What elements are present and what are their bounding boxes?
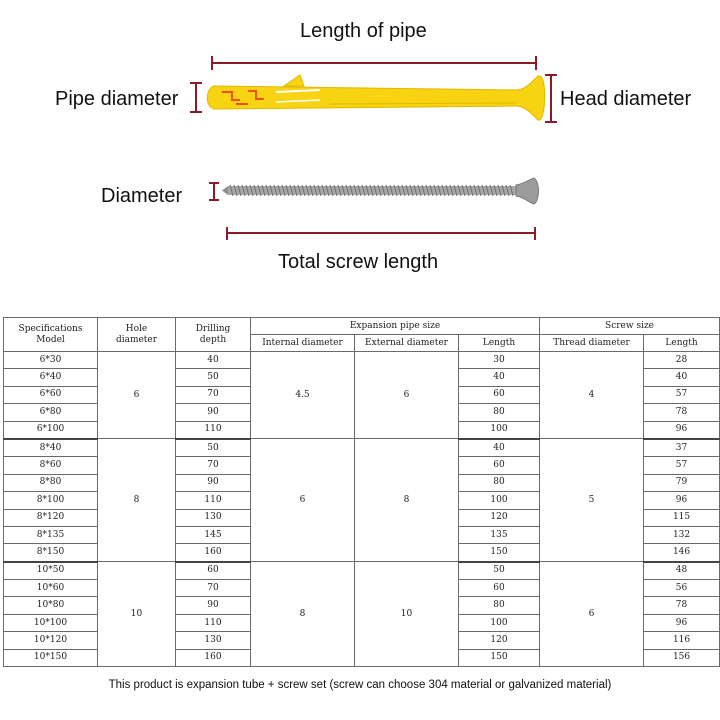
- drilling-depth-cell: 40: [176, 352, 251, 369]
- drilling-depth-cell: 50: [176, 439, 251, 457]
- screw-length-cell: 78: [644, 404, 720, 421]
- pipe-length-cell: 40: [459, 439, 540, 457]
- drilling-depth-cell: 110: [176, 421, 251, 439]
- pipe-length-cell: 135: [459, 526, 540, 543]
- external-diameter-cell: 8: [355, 439, 459, 562]
- footnote: This product is expansion tube + screw set (screw can choose 304 material or galvanized material): [108, 679, 612, 691]
- model-cell: 8*60: [4, 457, 98, 474]
- header-internal-diameter: Internal diameter: [251, 335, 355, 352]
- length-of-pipe-marker: [212, 56, 536, 70]
- hole-diameter-cell: 10: [98, 562, 176, 667]
- drilling-depth-cell: 70: [176, 580, 251, 597]
- screw-length-cell: 156: [644, 649, 720, 666]
- specification-table-body: [4, 352, 720, 667]
- pipe-length-cell: 150: [459, 649, 540, 666]
- screw-length-cell: 48: [644, 562, 720, 580]
- drilling-depth-cell: 60: [176, 562, 251, 580]
- model-cell: 8*80: [4, 474, 98, 491]
- model-cell: 6*40: [4, 369, 98, 386]
- header-spec-model: Specifications Model: [4, 318, 98, 352]
- pipe-length-cell: 150: [459, 544, 540, 562]
- pipe-length-cell: 60: [459, 580, 540, 597]
- drilling-depth-cell: 145: [176, 526, 251, 543]
- screw-length-cell: 146: [644, 544, 720, 562]
- screw-length-cell: 57: [644, 386, 720, 403]
- header-screw-size: Screw size: [540, 318, 720, 335]
- pipe-length-cell: 50: [459, 562, 540, 580]
- drilling-depth-cell: 90: [176, 404, 251, 421]
- total-screw-length-marker: [227, 227, 535, 240]
- table-row: [4, 439, 720, 457]
- model-cell: 10*50: [4, 562, 98, 580]
- screw-length-cell: 79: [644, 474, 720, 491]
- thread-diameter-cell: 5: [540, 439, 644, 562]
- drilling-depth-cell: 70: [176, 457, 251, 474]
- drilling-depth-cell: 110: [176, 614, 251, 631]
- head-diameter-label: Head diameter: [560, 88, 692, 110]
- header-screw-length: Length: [644, 335, 720, 352]
- header-external-diameter: External diameter: [355, 335, 459, 352]
- header-expansion-pipe-size: Expansion pipe size: [251, 318, 540, 335]
- screw-diameter-marker: [209, 183, 219, 200]
- pipe-diameter-label: Pipe diameter: [55, 88, 179, 110]
- pipe-length-cell: 100: [459, 614, 540, 631]
- screw-length-cell: 37: [644, 439, 720, 457]
- thread-diameter-cell: 4: [540, 352, 644, 439]
- screw-length-cell: 115: [644, 509, 720, 526]
- model-cell: 6*60: [4, 386, 98, 403]
- model-cell: 8*135: [4, 526, 98, 543]
- header-thread-diameter: Thread diameter: [540, 335, 644, 352]
- pipe-length-cell: 100: [459, 421, 540, 439]
- pipe-length-cell: 60: [459, 457, 540, 474]
- model-cell: 6*30: [4, 352, 98, 369]
- model-cell: 10*100: [4, 614, 98, 631]
- pipe-length-cell: 100: [459, 492, 540, 509]
- model-cell: 8*100: [4, 492, 98, 509]
- drilling-depth-cell: 90: [176, 597, 251, 614]
- screw-length-cell: 28: [644, 352, 720, 369]
- screw-length-cell: 40: [644, 369, 720, 386]
- screw-length-cell: 56: [644, 580, 720, 597]
- thread-diameter-cell: 6: [540, 562, 644, 667]
- drilling-depth-cell: 130: [176, 632, 251, 649]
- pipe-length-cell: 40: [459, 369, 540, 386]
- pipe-length-cell: 80: [459, 597, 540, 614]
- pipe-length-cell: 80: [459, 404, 540, 421]
- table-row: [4, 562, 720, 580]
- drilling-depth-cell: 50: [176, 369, 251, 386]
- model-cell: 6*80: [4, 404, 98, 421]
- screw-diameter-label: Diameter: [101, 185, 183, 207]
- drilling-depth-cell: 160: [176, 544, 251, 562]
- internal-diameter-cell: 6: [251, 439, 355, 562]
- internal-diameter-cell: 4.5: [251, 352, 355, 439]
- model-cell: 10*60: [4, 580, 98, 597]
- screw-length-cell: 96: [644, 614, 720, 631]
- drilling-depth-cell: 90: [176, 474, 251, 491]
- hole-diameter-cell: 6: [98, 352, 176, 439]
- internal-diameter-cell: 8: [251, 562, 355, 667]
- header-drilling-depth: Drilling depth: [176, 318, 251, 352]
- screw-length-cell: 78: [644, 597, 720, 614]
- model-cell: 10*150: [4, 649, 98, 666]
- pipe-diameter-marker: [190, 83, 202, 112]
- expansion-pipe: [207, 75, 545, 120]
- model-cell: 6*100: [4, 421, 98, 439]
- model-cell: 8*120: [4, 509, 98, 526]
- drilling-depth-cell: 130: [176, 509, 251, 526]
- screw-length-cell: 57: [644, 457, 720, 474]
- length-of-pipe-label: Length of pipe: [300, 20, 427, 42]
- drilling-depth-cell: 160: [176, 649, 251, 666]
- specification-table: [3, 317, 720, 667]
- model-cell: 8*150: [4, 544, 98, 562]
- header-hole-diameter: Hole diameter: [98, 318, 176, 352]
- drilling-depth-cell: 70: [176, 386, 251, 403]
- model-cell: 8*40: [4, 439, 98, 457]
- external-diameter-cell: 10: [355, 562, 459, 667]
- screw-length-cell: 96: [644, 421, 720, 439]
- hole-diameter-cell: 8: [98, 439, 176, 562]
- screw-length-cell: 116: [644, 632, 720, 649]
- pipe-length-cell: 120: [459, 509, 540, 526]
- model-cell: 10*120: [4, 632, 98, 649]
- external-diameter-cell: 6: [355, 352, 459, 439]
- screw-length-cell: 132: [644, 526, 720, 543]
- pipe-length-cell: 120: [459, 632, 540, 649]
- pipe-length-cell: 30: [459, 352, 540, 369]
- model-cell: 10*80: [4, 597, 98, 614]
- header-pipe-length: Length: [459, 335, 540, 352]
- screw-length-cell: 96: [644, 492, 720, 509]
- head-diameter-marker: [545, 75, 557, 122]
- total-screw-length-label: Total screw length: [278, 251, 439, 273]
- pipe-length-cell: 80: [459, 474, 540, 491]
- screw: [222, 178, 539, 204]
- table-row: [4, 352, 720, 369]
- drilling-depth-cell: 110: [176, 492, 251, 509]
- pipe-length-cell: 60: [459, 386, 540, 403]
